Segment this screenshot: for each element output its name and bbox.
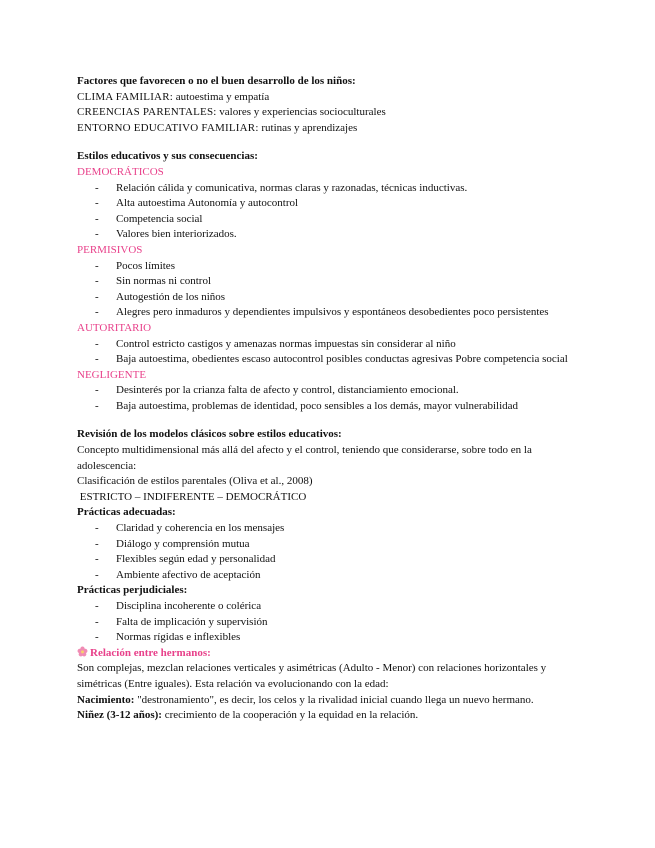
list-item: - Desinterés por la crianza falta de afecto y control, distanciamiento emocional. [77,383,577,399]
list-item: - Normas rígidas e inflexibles [77,630,577,646]
list-item: - Competencia social [77,212,577,228]
styles-groups [77,165,577,415]
list-item: - Diálogo y comprensión mutua [77,537,577,553]
styles-title: Estilos educativos y sus consecuencias: [77,150,258,163]
style-group-name: NEGLIGENTE [77,368,147,381]
factor-label: ENTORNO EDUCATIVO FAMILIAR: [77,121,259,134]
style-group-list [77,383,577,414]
list-item: - Baja autoestima, problemas de identidad, poco sensibles a los demás, mayor vulnerabilidad [77,399,577,415]
list-item: - Control estricto castigos y amenazas normas impuestas sin considerar al niño [77,337,577,353]
siblings-heading [77,646,577,662]
childhood-text: crecimiento de la cooperación y la equidad en la relación. [161,709,419,722]
review-title: Revisión de los modelos clásicos sobre estilos educativos: [77,428,342,441]
list-item: - Relación cálida y comunicativa, normas claras y razonadas, técnicas inductivas. [77,181,577,197]
review-scale: ESTRICTO – INDIFERENTE – DEMOCRÁTICO [77,490,307,503]
style-group-name: PERMISIVOS [77,243,143,256]
good-practices-list [77,521,577,583]
style-group-name: DEMOCRÁTICOS [77,165,164,178]
style-group-list [77,337,577,368]
birth-text: "destronamiento", es decir, los celos y la rivalidad inicial cuando llega un nuevo hermano. [134,693,534,706]
factor-line [77,121,577,137]
list-item: - Ambiente afectivo de aceptación [77,568,577,584]
list-item: - Disciplina incoherente o colérica [77,599,577,615]
bad-practices-title: Prácticas perjudiciales: [77,584,188,597]
factor-text: valores y experiencias socioculturales [219,106,386,119]
birth-label: Nacimiento: [77,693,135,706]
siblings-birth [77,693,577,709]
factor-line [77,90,577,106]
list-item: - Flexibles según edad y personalidad [77,552,577,568]
review-intro: Concepto multidimensional más allá del afecto y el control, teniendo que considerarse, sobre todo en la adolescencia: [77,444,532,472]
childhood-label: Niñez (3-12 años): [77,709,162,722]
factor-text: autoestima y empatía [175,90,270,103]
siblings-title: Relación entre hermanos: [90,646,211,659]
style-group-list [77,181,577,243]
style-group-name: AUTORITARIO [77,321,152,334]
list-item: - Valores bien interiorizados. [77,227,577,243]
factors-title: Factores que favorecen o no el buen desarrollo de los niños: [77,75,356,87]
review-classification: Clasificación de estilos parentales (Oliva et al., 2008) [77,475,313,488]
factor-line [77,105,577,121]
factors-list [77,90,577,137]
document-page [77,74,577,724]
list-item: - Falta de implicación y supervisión [77,615,577,631]
siblings-intro: Son complejas, mezclan relaciones verticales y asimétricas (Adulto - Menor) con relaciones horizontales y simétricas (Entre iguales). Esta relación va evolucionando con la edad: [77,662,547,690]
flower-icon [77,646,88,657]
list-item: - Alegres pero inmaduros y dependientes impulsivos y espontáneos desobedientes poco persistentes [77,305,577,321]
list-item: - Claridad y coherencia en los mensajes [77,521,577,537]
list-item: - Pocos límites [77,259,577,275]
factor-text: rutinas y aprendizajes [261,121,358,134]
style-group-list [77,259,577,321]
list-item: - Autogestión de los niños [77,290,577,306]
bad-practices-list [77,599,577,646]
list-item: - Sin normas ni control [77,274,577,290]
good-practices-title: Prácticas adecuadas: [77,506,176,519]
siblings-childhood [77,708,577,724]
factor-label: CLIMA FAMILIAR: [77,90,173,103]
list-item: - Alta autoestima Autonomía y autocontrol [77,196,577,212]
list-item: - Baja autoestima, obedientes escaso autocontrol posibles conductas agresivas Pobre competencia social [77,352,577,368]
factor-label: CREENCIAS PARENTALES: [77,106,217,119]
